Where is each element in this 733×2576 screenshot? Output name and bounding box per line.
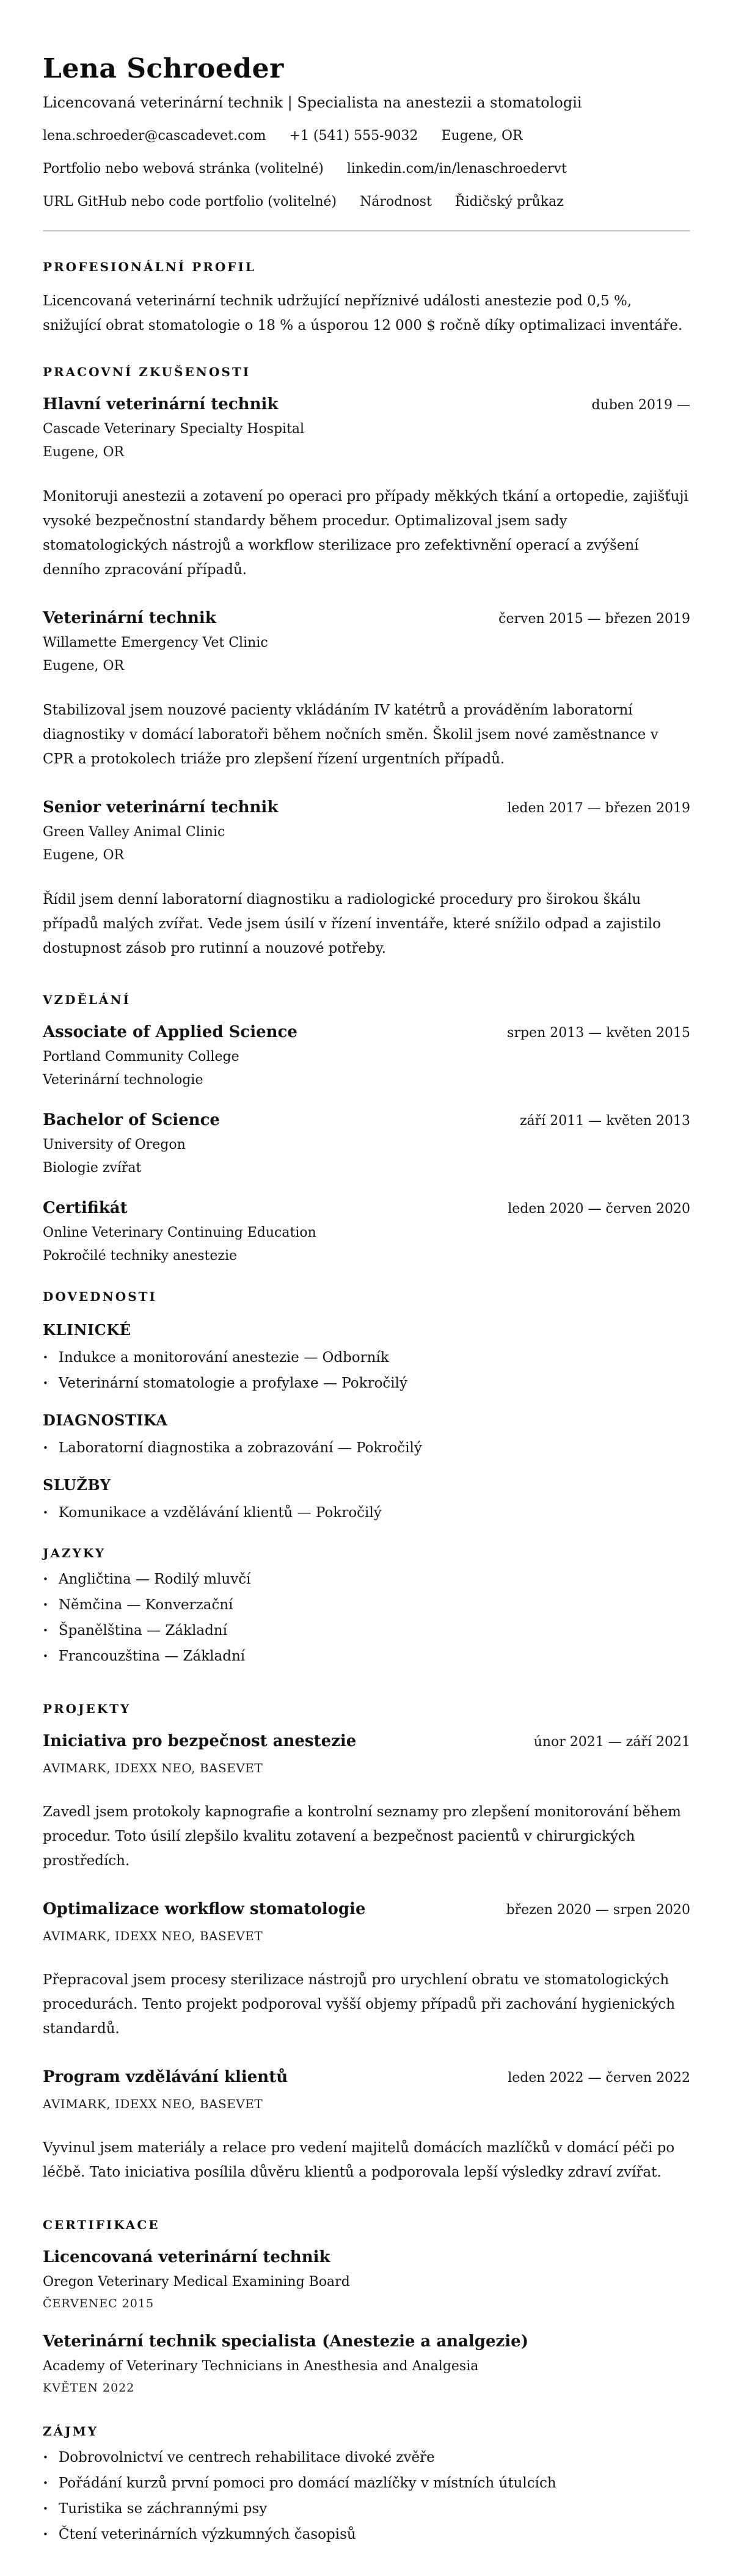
profile-heading: PROFESIONÁLNÍ PROFIL xyxy=(43,260,256,275)
skill-group xyxy=(43,1411,690,1459)
bullet-icon: • xyxy=(43,2529,48,2541)
languages-heading: JAZYKY xyxy=(43,1546,106,1561)
contact-row-1 xyxy=(43,128,690,145)
section-education xyxy=(43,992,690,1264)
skill-item-label: Laboratorní diagnostika a zobrazování — Pokročilý xyxy=(58,1440,422,1457)
bullet-icon: • xyxy=(43,1599,48,1611)
job-company: Green Valley Animal Clinic xyxy=(43,824,225,840)
skill-item-label: Veterinární stomatologie a profylaxe — Pokročilý xyxy=(58,1375,408,1392)
language-item xyxy=(43,1595,690,1616)
interests-heading: ZÁJMY xyxy=(43,2424,98,2439)
language-item xyxy=(43,1620,690,1642)
job-dates: duben 2019 — xyxy=(591,398,690,413)
candidate-name: Lena Schroeder xyxy=(43,53,284,84)
bullet-icon: • xyxy=(43,1625,48,1637)
certification-title: Veterinární technik specialista (Anestezie a analgezie) xyxy=(43,2332,529,2351)
experience-heading: PRACOVNÍ ZKUŠENOSTI xyxy=(43,365,251,380)
interest-list xyxy=(43,2447,690,2545)
project-description: Zavedl jsem protokoly kapnografie a kontrolní seznamy pro zlepšení monitorování během procedur. Toto úsilí zlepšilo kvalitu zotavení a bezpečnost pacientů v chirurgických prostředích. xyxy=(43,1804,681,1869)
certification-date: KVĚTEN 2022 xyxy=(43,2381,135,2395)
projects-heading: PROJEKTY xyxy=(43,1701,131,1717)
skill-item xyxy=(43,1347,690,1369)
header-divider xyxy=(43,230,690,231)
skill-list xyxy=(43,1347,690,1394)
section-interests xyxy=(43,2424,690,2545)
interest-item xyxy=(43,2498,690,2520)
bullet-icon: • xyxy=(43,1352,48,1364)
contact-portfolio-label: Portfolio nebo webová stránka (volitelné) xyxy=(43,161,324,177)
section-projects xyxy=(43,1701,690,2185)
education-entry-head xyxy=(43,1023,690,1041)
contact-row-3 xyxy=(43,194,690,211)
certification-entry xyxy=(43,2248,690,2310)
job-location: Eugene, OR xyxy=(43,445,125,460)
profile-text: Licencovaná veterinární technik udržující nepříznivé události anestezie pod 0,5 %, snižující obrat stomatologie o 18 % a úsporou 12 000 $ ročně díky optimalizaci inventáře. xyxy=(43,293,683,334)
skill-item xyxy=(43,1438,690,1459)
skill-group xyxy=(43,1321,690,1394)
education-dates: srpen 2013 — květen 2015 xyxy=(507,1025,690,1041)
skill-group-heading: SLUŽBY xyxy=(43,1476,111,1494)
project-title: Optimalizace workflow stomatologie xyxy=(43,1900,366,1919)
degree-title: Certifikát xyxy=(43,1199,128,1218)
section-profile xyxy=(43,260,690,338)
interest-item-label: Turistika se záchrannými psy xyxy=(58,2501,268,2517)
job-company: Cascade Veterinary Specialty Hospital xyxy=(43,421,305,437)
education-entry-head xyxy=(43,1199,690,1217)
project-dates: leden 2022 — červen 2022 xyxy=(508,2070,690,2086)
project-entry-head xyxy=(43,1732,690,1750)
field-of-study: Veterinární technologie xyxy=(43,1072,203,1088)
education-heading: VZDĚLÁNÍ xyxy=(43,992,131,1008)
degree-title: Bachelor of Science xyxy=(43,1111,220,1130)
education-entry xyxy=(43,1023,690,1088)
language-item xyxy=(43,1646,690,1667)
language-item xyxy=(43,1569,690,1590)
certification-title: Licencovaná veterinární technik xyxy=(43,2248,330,2267)
contact-drivers-license-label: Řidičský průkaz xyxy=(454,194,564,209)
interest-item xyxy=(43,2473,690,2494)
resume-header xyxy=(43,54,690,231)
bullet-icon: • xyxy=(43,2478,48,2489)
skill-group-heading: KLINICKÉ xyxy=(43,1321,131,1339)
job-entry xyxy=(43,395,690,582)
bullet-icon: • xyxy=(43,1574,48,1585)
candidate-headline: Licencovaná veterinární technik | Specialista na anestezii a stomatologii xyxy=(43,94,582,112)
section-experience xyxy=(43,365,690,961)
bullet-icon: • xyxy=(43,2452,48,2464)
skill-group xyxy=(43,1476,690,1524)
interest-item-label: Dobrovolnictví ve centrech rehabilitace divoké zvěře xyxy=(58,2450,435,2466)
job-entry-head xyxy=(43,395,690,413)
interest-item-label: Pořádání kurzů první pomoci pro domácí mazlíčky v místních útulcích xyxy=(58,2475,556,2492)
contact-github-label: URL GitHub nebo code portfolio (volitelné) xyxy=(43,194,337,209)
project-tools: AVIMARK, IDEXX NEO, BASEVET xyxy=(43,1929,263,1944)
project-description: Vyvinul jsem materiály a relace pro vedení majitelů domácích mazlíčků v domácí péči po léčbě. Tato iniciativa posílila důvěru klientů a podporovala lepší výsledky zdraví zvířat. xyxy=(43,2140,675,2181)
language-item-label: Angličtina — Rodilý mluvčí xyxy=(58,1571,251,1588)
bullet-icon: • xyxy=(43,1507,48,1519)
field-of-study: Biologie zvířat xyxy=(43,1160,142,1176)
bullet-icon: • xyxy=(43,1443,48,1454)
certification-issuer: Oregon Veterinary Medical Examining Board xyxy=(43,2274,350,2290)
language-item-label: Španělština — Základní xyxy=(58,1623,227,1639)
project-entry-head xyxy=(43,2068,690,2086)
certification-date: ČERVENEC 2015 xyxy=(43,2297,155,2311)
job-entry-head xyxy=(43,609,690,627)
education-dates: září 2011 — květen 2013 xyxy=(519,1113,690,1129)
school-name: Portland Community College xyxy=(43,1049,239,1065)
field-of-study: Pokročilé techniky anestezie xyxy=(43,1248,238,1264)
skill-item-label: Komunikace a vzdělávání klientů — Pokročilý xyxy=(58,1505,382,1521)
education-entry-head xyxy=(43,1111,690,1129)
skill-item xyxy=(43,1373,690,1394)
interest-item-label: Čtení veterinárních výzkumných časopisů xyxy=(58,2527,356,2543)
project-title: Program vzdělávání klientů xyxy=(43,2068,288,2087)
job-dates: leden 2017 — březen 2019 xyxy=(507,801,690,817)
project-dates: březen 2020 — srpen 2020 xyxy=(506,1902,690,1918)
bullet-icon: • xyxy=(43,1651,48,1662)
job-entry-head xyxy=(43,798,690,817)
job-description: Řídil jsem denní laboratorní diagnostiku a radiologické procedury pro širokou škálu případů malých zvířat. Vede jsem úsilí v řízení inventáře, které snížilo odpad a zajistilo dostupnost zásob pro rutinní a nouzové potřeby. xyxy=(43,892,661,957)
job-entry xyxy=(43,609,690,771)
certification-issuer: Academy of Veterinary Technicians in Anesthesia and Analgesia xyxy=(43,2359,479,2374)
project-title: Iniciativa pro bezpečnost anestezie xyxy=(43,1732,357,1751)
job-description: Monitoruji anestezii a zotavení po operaci pro případy měkkých tkání a ortopedie, zajišťuji vysoké bezpečnostní standardy během procedur. Optimalizoval jsem sady stomatologických nástrojů a workflow sterilizace pro zefektivnění operací a zvýšení denního zpracování případů. xyxy=(43,489,688,578)
bullet-icon: • xyxy=(43,1378,48,1389)
education-entry xyxy=(43,1111,690,1176)
job-dates: červen 2015 — březen 2019 xyxy=(498,611,690,627)
section-languages xyxy=(43,1546,690,1667)
project-tools: AVIMARK, IDEXX NEO, BASEVET xyxy=(43,2097,263,2112)
school-name: University of Oregon xyxy=(43,1137,186,1153)
skill-item xyxy=(43,1502,690,1524)
degree-title: Associate of Applied Science xyxy=(43,1023,297,1042)
section-skills xyxy=(43,1289,690,1524)
education-entry xyxy=(43,1199,690,1264)
contact-location: Eugene, OR xyxy=(441,128,523,144)
project-entry xyxy=(43,2068,690,2185)
skill-item-label: Indukce a monitorování anestezie — Odborník xyxy=(58,1350,389,1366)
skill-list xyxy=(43,1502,690,1524)
language-item-label: Francouzština — Základní xyxy=(58,1648,246,1665)
project-description: Přepracoval jsem procesy sterilizace nástrojů pro urychlení obratu ve stomatologických procedurách. Tento projekt podporoval vyšší objemy případů při zachování hygienických standardů. xyxy=(43,1972,676,2037)
bullet-icon: • xyxy=(43,2503,48,2515)
section-certifications xyxy=(43,2218,690,2395)
skill-list xyxy=(43,1438,690,1459)
school-name: Online Veterinary Continuing Education xyxy=(43,1225,316,1241)
education-dates: leden 2020 — červen 2020 xyxy=(508,1201,690,1217)
project-entry xyxy=(43,1900,690,2041)
job-location: Eugene, OR xyxy=(43,848,125,864)
job-title: Senior veterinární technik xyxy=(43,798,279,817)
contact-nationality-label: Národnost xyxy=(360,194,432,209)
job-title: Veterinární technik xyxy=(43,609,216,628)
contact-email: lena.schroeder@cascadevet.com xyxy=(43,128,266,144)
contact-row-2 xyxy=(43,161,690,178)
contact-phone: +1 (541) 555-9032 xyxy=(289,128,418,144)
project-entry xyxy=(43,1732,690,1873)
interest-item xyxy=(43,2524,690,2545)
interest-item xyxy=(43,2447,690,2469)
job-location: Eugene, OR xyxy=(43,658,125,674)
project-tools: AVIMARK, IDEXX NEO, BASEVET xyxy=(43,1761,263,1776)
job-description: Stabilizoval jsem nouzové pacienty vkládáním IV katétrů a prováděním laboratorní diagnostiky v domácí laboratoři během nočních směn. Školil jsem nové zaměstnance v CPR a protokolech triáže pro zlepšení řízení urgentních případů. xyxy=(43,702,658,768)
skills-heading: DOVEDNOSTI xyxy=(43,1289,157,1304)
project-dates: únor 2021 — září 2021 xyxy=(533,1734,690,1750)
certification-entry xyxy=(43,2332,690,2395)
job-company: Willamette Emergency Vet Clinic xyxy=(43,635,268,651)
project-entry-head xyxy=(43,1900,690,1918)
contact-linkedin: linkedin.com/in/lenaschroedervt xyxy=(346,161,567,177)
skill-group-heading: DIAGNOSTIKA xyxy=(43,1411,168,1430)
language-item-label: Němčina — Konverzační xyxy=(58,1597,233,1614)
language-list xyxy=(43,1569,690,1667)
job-entry xyxy=(43,798,690,961)
job-title: Hlavní veterinární technik xyxy=(43,395,279,414)
certifications-heading: CERTIFIKACE xyxy=(43,2218,160,2233)
